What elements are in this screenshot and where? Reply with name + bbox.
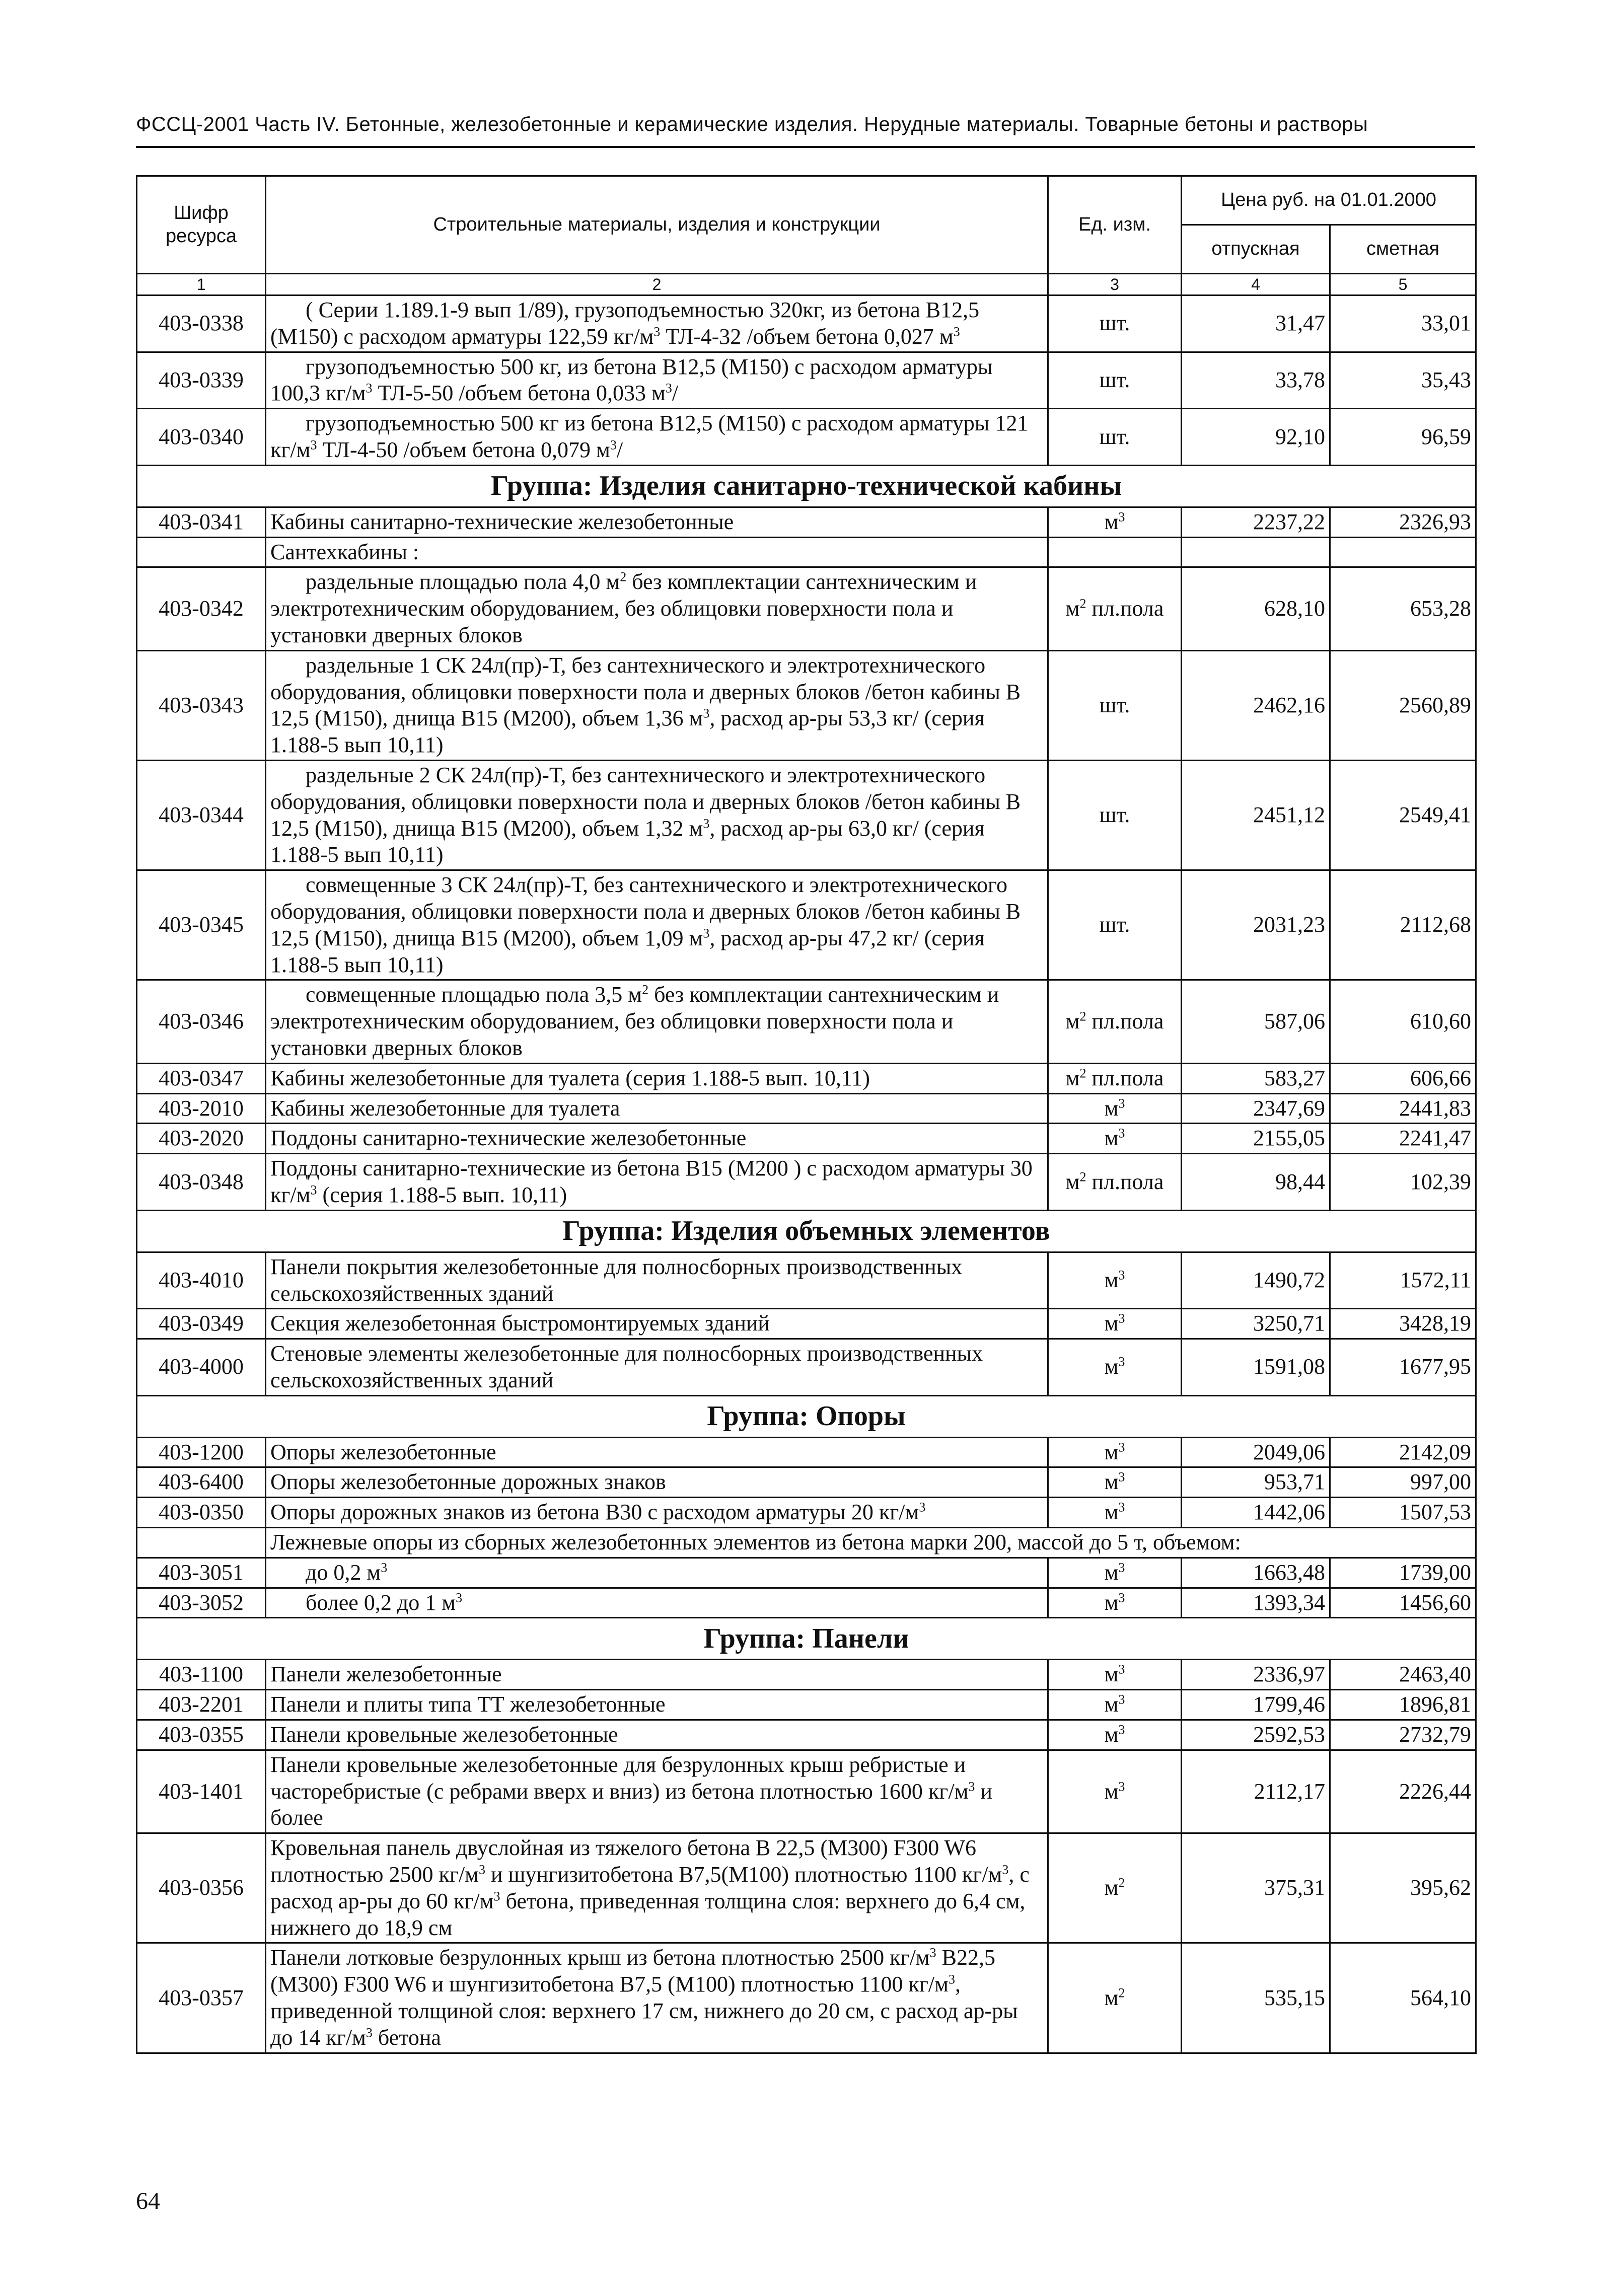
- description-cell: раздельные 1 СК 24л(пр)-Т, без сантехнического и электротехнического оборудования, облицовки поверхности пола и дверных блоков /бетон кабины В 12,5 (М150), днища В15 (М200), объем 1,36 $м^3$, расход ар-ры 53,3 кг/ (серия 1.188-5 вып 10,11): [266, 650, 1048, 760]
- release-price-cell: 1393,34: [1182, 1588, 1330, 1618]
- code-cell: 403-3051: [137, 1558, 266, 1588]
- description-cell: совмещенные площадью пола 3,5 $м^2$ без комплектации сантехническим и электротехническим оборудованием, без облицовки поверхности пола и установки дверных блоков: [266, 980, 1048, 1063]
- estimate-price-cell: [1330, 537, 1476, 567]
- estimate-price-cell: 2732,79: [1330, 1720, 1476, 1750]
- unit-cell: $м^2$: [1048, 1833, 1182, 1943]
- table-row: [137, 409, 1476, 466]
- release-price-cell: 33,78: [1182, 352, 1330, 409]
- release-price-cell: 2031,23: [1182, 870, 1330, 980]
- table-row: [137, 980, 1476, 1063]
- table-row: [137, 1498, 1476, 1528]
- unit-cell: шт.: [1048, 870, 1182, 980]
- description-cell: Сантехкабины :: [266, 537, 1048, 567]
- header-code: Шифр ресурса: [137, 176, 266, 274]
- code-cell: 403-3052: [137, 1588, 266, 1618]
- column-number: 3: [1048, 274, 1182, 295]
- table-row: [137, 1833, 1476, 1943]
- description-cell: до 0,2 $м^3$: [266, 1558, 1048, 1588]
- unit-cell: $м^3$: [1048, 1498, 1182, 1528]
- release-price-cell: 2462,16: [1182, 650, 1330, 760]
- estimate-price-cell: 2463,40: [1330, 1660, 1476, 1690]
- unit-cell: $м^2$ пл.пола: [1048, 980, 1182, 1063]
- code-cell: 403-0346: [137, 980, 266, 1063]
- code-cell: 403-0350: [137, 1498, 266, 1528]
- release-price-cell: 587,06: [1182, 980, 1330, 1063]
- description-cell: Стеновые элементы железобетонные для полносборных производственных сельскохозяйственных зданий: [266, 1339, 1048, 1396]
- code-cell: 403-0356: [137, 1833, 266, 1943]
- description-cell: Кровельная панель двуслойная из тяжелого бетона В 22,5 (М300) F300 W6 плотностью 2500 $кг/м^3$ и шунгизитобетона В7,5(М100) плотностью 1100 $кг/м^3$, с расход ар-ры до 60 $кг/м^3$ бетона, приведенная толщина слоя: верхнего до 6,4 см, нижнего до 18,9 см: [266, 1833, 1048, 1943]
- column-number: 4: [1182, 274, 1330, 295]
- code-cell: [137, 537, 266, 567]
- estimate-price-cell: 1896,81: [1330, 1690, 1476, 1720]
- estimate-price-cell: 1677,95: [1330, 1339, 1476, 1396]
- description-cell: грузоподъемностью 500 кг из бетона В12,5 (М150) с расходом арматуры 121 $кг/м^3$ ТЛ-4-50 /объем бетона 0,079 $м^3/$: [266, 409, 1048, 466]
- header-estimate-price: сметная: [1330, 225, 1476, 274]
- price-table-container: [136, 175, 1475, 2054]
- table-row: [137, 1124, 1476, 1154]
- table-row: [137, 1309, 1476, 1339]
- code-cell: 403-1200: [137, 1437, 266, 1467]
- description-cell: Поддоны санитарно-технические железобетонные: [266, 1124, 1048, 1154]
- release-price-cell: 2155,05: [1182, 1124, 1330, 1154]
- estimate-price-cell: 2441,83: [1330, 1093, 1476, 1124]
- estimate-price-cell: 1572,11: [1330, 1252, 1476, 1309]
- code-cell: 403-4010: [137, 1252, 266, 1309]
- estimate-price-cell: 997,00: [1330, 1467, 1476, 1498]
- table-row: [137, 760, 1476, 870]
- description-cell: раздельные площадью пола 4,0 $м^2$ без комплектации сантехническим и электротехническим оборудованием, без облицовки поверхности пола и установки дверных блоков: [266, 567, 1048, 650]
- table-row: [137, 1660, 1476, 1690]
- group-title: Группа: Изделия санитарно-технической кабины: [137, 465, 1476, 507]
- table-row: [137, 870, 1476, 980]
- header-rule: [136, 146, 1475, 148]
- table-row: [137, 1339, 1476, 1396]
- release-price-cell: 98,44: [1182, 1154, 1330, 1211]
- unit-cell: шт.: [1048, 650, 1182, 760]
- description-cell: Поддоны санитарно-технические из бетона В15 (М200 ) с расходом арматуры 30 $кг/м^3$ (серия 1.188-5 вып. 10,11): [266, 1154, 1048, 1211]
- header-name: Строительные материалы, изделия и конструкции: [266, 176, 1048, 274]
- estimate-price-cell: 3428,19: [1330, 1309, 1476, 1339]
- description-cell: Панели железобетонные: [266, 1660, 1048, 1690]
- column-number: 1: [137, 274, 266, 295]
- code-cell: 403-0355: [137, 1720, 266, 1750]
- description-cell: ( Серии 1.189.1-9 вып 1/89), грузоподъемностью 320кг, из бетона В12,5 (М150) с расходом арматуры 122,59 $кг/м^3$ ТЛ-4-32 /объем бетона 0,027 $м^3$: [266, 295, 1048, 352]
- unit-cell: $м^3$: [1048, 1093, 1182, 1124]
- description-cell: более 0,2 до 1 $м^3$: [266, 1588, 1048, 1618]
- code-cell: 403-0347: [137, 1063, 266, 1093]
- estimate-price-cell: 653,28: [1330, 567, 1476, 650]
- unit-cell: $м^3$: [1048, 1124, 1182, 1154]
- estimate-price-cell: 1456,60: [1330, 1588, 1476, 1618]
- estimate-price-cell: 1739,00: [1330, 1558, 1476, 1588]
- estimate-price-cell: 35,43: [1330, 352, 1476, 409]
- group-header-row: [137, 1618, 1476, 1660]
- release-price-cell: 2347,69: [1182, 1093, 1330, 1124]
- release-price-cell: 535,15: [1182, 1943, 1330, 2053]
- subheading-text: Лежневые опоры из сборных железобетонных элементов из бетона марки 200, массой до 5 т, объемом:: [266, 1528, 1476, 1558]
- code-cell: 403-0340: [137, 409, 266, 466]
- estimate-price-cell: 395,62: [1330, 1833, 1476, 1943]
- table-row: [137, 1690, 1476, 1720]
- column-number: 2: [266, 274, 1048, 295]
- unit-cell: $м^3$: [1048, 1467, 1182, 1498]
- table-row: [137, 1093, 1476, 1124]
- description-cell: Кабины санитарно-технические железобетонные: [266, 507, 1048, 537]
- release-price-cell: [1182, 537, 1330, 567]
- unit-cell: $м^2$ пл.пола: [1048, 1154, 1182, 1211]
- estimate-price-cell: 2326,93: [1330, 507, 1476, 537]
- release-price-cell: 2451,12: [1182, 760, 1330, 870]
- release-price-cell: 583,27: [1182, 1063, 1330, 1093]
- unit-cell: $м^3$: [1048, 1558, 1182, 1588]
- code-cell: 403-1401: [137, 1750, 266, 1833]
- table-row: [137, 1588, 1476, 1618]
- code-cell: 403-0357: [137, 1943, 266, 2053]
- estimate-price-cell: 610,60: [1330, 980, 1476, 1063]
- estimate-price-cell: 102,39: [1330, 1154, 1476, 1211]
- page-number: 64: [136, 2188, 160, 2214]
- table-row: [137, 567, 1476, 650]
- table-row: [137, 537, 1476, 567]
- estimate-price-cell: 96,59: [1330, 409, 1476, 466]
- group-header-row: [137, 1210, 1476, 1252]
- unit-cell: шт.: [1048, 409, 1182, 466]
- group-title: Группа: Опоры: [137, 1395, 1476, 1437]
- table-row: [137, 1154, 1476, 1211]
- code-cell: 403-0339: [137, 352, 266, 409]
- table-row: [137, 1467, 1476, 1498]
- release-price-cell: 3250,71: [1182, 1309, 1330, 1339]
- release-price-cell: 2592,53: [1182, 1720, 1330, 1750]
- unit-cell: [1048, 537, 1182, 567]
- description-cell: раздельные 2 СК 24л(пр)-Т, без сантехнического и электротехнического оборудования, облицовки поверхности пола и дверных блоков /бетон кабины В 12,5 (М150), днища В15 (М200), объем 1,32 $м^3$, расход ар-ры 63,0 кг/ (серия 1.188-5 вып 10,11): [266, 760, 1048, 870]
- table-row: [137, 1437, 1476, 1467]
- unit-cell: $м^2$ пл.пола: [1048, 567, 1182, 650]
- table-row: [137, 1252, 1476, 1309]
- release-price-cell: 1663,48: [1182, 1558, 1330, 1588]
- unit-cell: $м^2$ пл.пола: [1048, 1063, 1182, 1093]
- running-header: ФССЦ-2001 Часть IV. Бетонные, железобетонные и керамические изделия. Нерудные материалы. Товарные бетоны и растворы: [136, 113, 1368, 135]
- code-cell: 403-1100: [137, 1660, 266, 1690]
- code-cell: 403-2020: [137, 1124, 266, 1154]
- estimate-price-cell: 2226,44: [1330, 1750, 1476, 1833]
- release-price-cell: 2237,22: [1182, 507, 1330, 537]
- estimate-price-cell: 33,01: [1330, 295, 1476, 352]
- description-cell: Панели кровельные железобетонные для безрулонных крыш ребристые и часторебристые (с ребрами вверх и вниз) из бетона плотностью 1600 $кг/м^3$ и более: [266, 1750, 1048, 1833]
- subheading-row: [137, 1528, 1476, 1558]
- table-row: [137, 1720, 1476, 1750]
- release-price-cell: 1490,72: [1182, 1252, 1330, 1309]
- code-cell: 403-0342: [137, 567, 266, 650]
- table-row: [137, 1063, 1476, 1093]
- description-cell: Опоры железобетонные: [266, 1437, 1048, 1467]
- release-price-cell: 92,10: [1182, 409, 1330, 466]
- table-row: [137, 352, 1476, 409]
- unit-cell: $м^3$: [1048, 1588, 1182, 1618]
- unit-cell: $м^3$: [1048, 1750, 1182, 1833]
- table-row: [137, 1943, 1476, 2053]
- unit-cell: $м^3$: [1048, 1660, 1182, 1690]
- release-price-cell: 953,71: [1182, 1467, 1330, 1498]
- unit-cell: $м^3$: [1048, 1690, 1182, 1720]
- column-number: 5: [1330, 274, 1476, 295]
- release-price-cell: 2049,06: [1182, 1437, 1330, 1467]
- estimate-price-cell: 2241,47: [1330, 1124, 1476, 1154]
- table-row: [137, 295, 1476, 352]
- code-cell: 403-0338: [137, 295, 266, 352]
- header-price: Цена руб. на 01.01.2000: [1182, 176, 1476, 225]
- group-title: Группа: Панели: [137, 1618, 1476, 1660]
- release-price-cell: 2112,17: [1182, 1750, 1330, 1833]
- unit-cell: шт.: [1048, 295, 1182, 352]
- table-row: [137, 650, 1476, 760]
- group-header-row: [137, 1395, 1476, 1437]
- code-cell: 403-4000: [137, 1339, 266, 1396]
- unit-cell: $м^3$: [1048, 1252, 1182, 1309]
- estimate-price-cell: 564,10: [1330, 1943, 1476, 2053]
- release-price-cell: 628,10: [1182, 567, 1330, 650]
- description-cell: Панели кровельные железобетонные: [266, 1720, 1048, 1750]
- release-price-cell: 375,31: [1182, 1833, 1330, 1943]
- release-price-cell: 2336,97: [1182, 1660, 1330, 1690]
- description-cell: Секция железобетонная быстромонтируемых зданий: [266, 1309, 1048, 1339]
- unit-cell: $м^3$: [1048, 1720, 1182, 1750]
- code-cell: 403-6400: [137, 1467, 266, 1498]
- release-price-cell: 31,47: [1182, 295, 1330, 352]
- table-body: [137, 295, 1476, 2053]
- unit-cell: $м^3$: [1048, 1437, 1182, 1467]
- unit-cell: $м^2$: [1048, 1943, 1182, 2053]
- description-cell: Панели лотковые безрулонных крыш из бетона плотностью 2500 $кг/м^3$ В22,5 (М300) F300 W6 и шунгизитобетона В7,5 (М100) плотностью 1100 $кг/м^3$, приведенной толщиной слоя: верхнего 17 см, нижнего до 20 см, с расход ар-ры до 14 $кг/м^3$ бетона: [266, 1943, 1048, 2053]
- unit-cell: $м^3$: [1048, 507, 1182, 537]
- code-cell: 403-0349: [137, 1309, 266, 1339]
- release-price-cell: 1442,06: [1182, 1498, 1330, 1528]
- description-cell: Кабины железобетонные для туалета (серия 1.188-5 вып. 10,11): [266, 1063, 1048, 1093]
- unit-cell: $м^3$: [1048, 1339, 1182, 1396]
- group-header-row: [137, 465, 1476, 507]
- table-row: [137, 1750, 1476, 1833]
- estimate-price-cell: 2112,68: [1330, 870, 1476, 980]
- code-cell: [137, 1528, 266, 1558]
- code-cell: 403-2010: [137, 1093, 266, 1124]
- unit-cell: $м^3$: [1048, 1309, 1182, 1339]
- description-cell: грузоподъемностью 500 кг, из бетона В12,5 (М150) с расходом арматуры 100,3 $кг/м^3$ ТЛ-5-50 /объем бетона 0,033 $м^3/$: [266, 352, 1048, 409]
- release-price-cell: 1591,08: [1182, 1339, 1330, 1396]
- table-row: [137, 507, 1476, 537]
- estimate-price-cell: 2560,89: [1330, 650, 1476, 760]
- unit-cell: шт.: [1048, 760, 1182, 870]
- description-cell: Кабины железобетонные для туалета: [266, 1093, 1048, 1124]
- code-cell: 403-0348: [137, 1154, 266, 1211]
- code-cell: 403-0341: [137, 507, 266, 537]
- table-row: [137, 1558, 1476, 1588]
- code-cell: 403-2201: [137, 1690, 266, 1720]
- description-cell: Панели покрытия железобетонные для полносборных производственных сельскохозяйственных зданий: [266, 1252, 1048, 1309]
- header-unit: Ед. изм.: [1048, 176, 1182, 274]
- code-cell: 403-0343: [137, 650, 266, 760]
- estimate-price-cell: 606,66: [1330, 1063, 1476, 1093]
- description-cell: совмещенные 3 СК 24л(пр)-Т, без сантехнического и электротехнического оборудования, облицовки поверхности пола и дверных блоков /бетон кабины В 12,5 (М150), днища В15 (М200), объем 1,09 $м^3$, расход ар-ры 47,2 кг/ (серия 1.188-5 вып 10,11): [266, 870, 1048, 980]
- release-price-cell: 1799,46: [1182, 1690, 1330, 1720]
- unit-cell: шт.: [1048, 352, 1182, 409]
- description-cell: Панели и плиты типа ТТ железобетонные: [266, 1690, 1048, 1720]
- code-cell: 403-0345: [137, 870, 266, 980]
- estimate-price-cell: 2142,09: [1330, 1437, 1476, 1467]
- group-title: Группа: Изделия объемных элементов: [137, 1210, 1476, 1252]
- code-cell: 403-0344: [137, 760, 266, 870]
- estimate-price-cell: 1507,53: [1330, 1498, 1476, 1528]
- description-cell: Опоры железобетонные дорожных знаков: [266, 1467, 1048, 1498]
- header-release-price: отпускная: [1182, 225, 1330, 274]
- estimate-price-cell: 2549,41: [1330, 760, 1476, 870]
- description-cell: Опоры дорожных знаков из бетона В30 с расходом арматуры 20 $кг/м^3$: [266, 1498, 1048, 1528]
- price-table: [136, 175, 1477, 2054]
